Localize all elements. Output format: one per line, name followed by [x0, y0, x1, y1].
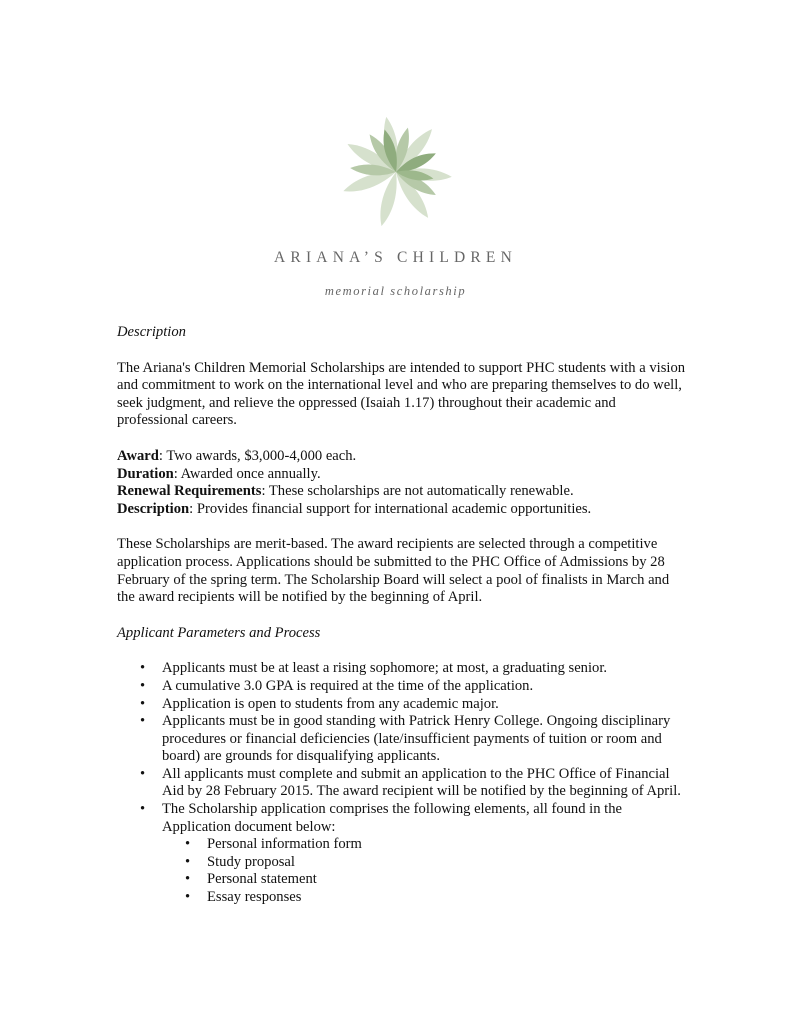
detail-duration — [117, 466, 687, 484]
list-item: • All applicants must complete and submit an application to the PHC Office of Financial Aid by 28 February 2015. The award recipient will be notified by the beginning of April. — [117, 766, 687, 801]
lotus-flower-icon — [326, 110, 466, 230]
application-elements-list — [162, 836, 687, 906]
detail-value: : Two awards, $3,000-4,000 each. — [158, 447, 357, 464]
detail-award — [117, 448, 687, 466]
logo-title: ARIANA’S CHILDREN — [274, 249, 517, 266]
list-item: • Applicants must be at least a rising sophomore; at most, a graduating senior. — [117, 660, 687, 678]
list-item: • Applicants must be in good standing with Patrick Henry College. Ongoing disciplinary procedures or financial deficiencies (late/insufficient payments of tuition or room and board) are grounds for disqualifying applicants. — [117, 713, 687, 766]
list-item: • Application is open to students from any academic major. — [117, 696, 687, 714]
logo — [0, 110, 791, 230]
detail-value: : Awarded once annually. — [173, 465, 321, 482]
logo-subtitle: memorial scholarship — [324, 284, 467, 298]
document-body — [117, 324, 687, 907]
merit-paragraph: These Scholarships are merit-based. The award recipients are selected through a competitive application process. Applications should be submitted to the PHC Office of Admissions by 28 February of the spring term. The Scholarship Board will select a pool of finalists in March and the award recipients will be notified by the beginning of April. — [117, 536, 670, 606]
sub-list-item: • Personal information form — [162, 836, 687, 854]
sub-list-item: • Essay responses — [162, 889, 687, 907]
detail-label: Renewal Requirements — [117, 483, 262, 500]
detail-label: Duration — [117, 465, 174, 482]
sub-list-item: • Personal statement — [162, 871, 687, 889]
list-item-text: The Scholarship application comprises the following elements, all found in the Application document below: — [162, 801, 623, 835]
list-item: • A cumulative 3.0 GPA is required at the time of the application. — [117, 678, 687, 696]
detail-label: Description — [117, 500, 190, 517]
detail-value: : Provides financial support for international academic opportunities. — [189, 500, 592, 517]
detail-description — [117, 501, 687, 519]
list-item — [117, 801, 687, 907]
description-paragraph: The Ariana's Children Memorial Scholarships are intended to support PHC students with a vision and commitment to work on the international level and who are preparing themselves to do well, seek judgment, and relieve the oppressed (Isaiah 1.17) throughout their academic and professional careers. — [117, 359, 686, 429]
parameters-list — [117, 660, 687, 906]
parameters-heading: Applicant Parameters and Process — [117, 624, 321, 641]
detail-value: : These scholarships are not automatically renewable. — [261, 483, 574, 500]
detail-label: Award — [117, 447, 159, 464]
description-heading: Description — [117, 324, 186, 340]
sub-list-item: • Study proposal — [162, 854, 687, 872]
detail-renewal — [117, 483, 687, 501]
